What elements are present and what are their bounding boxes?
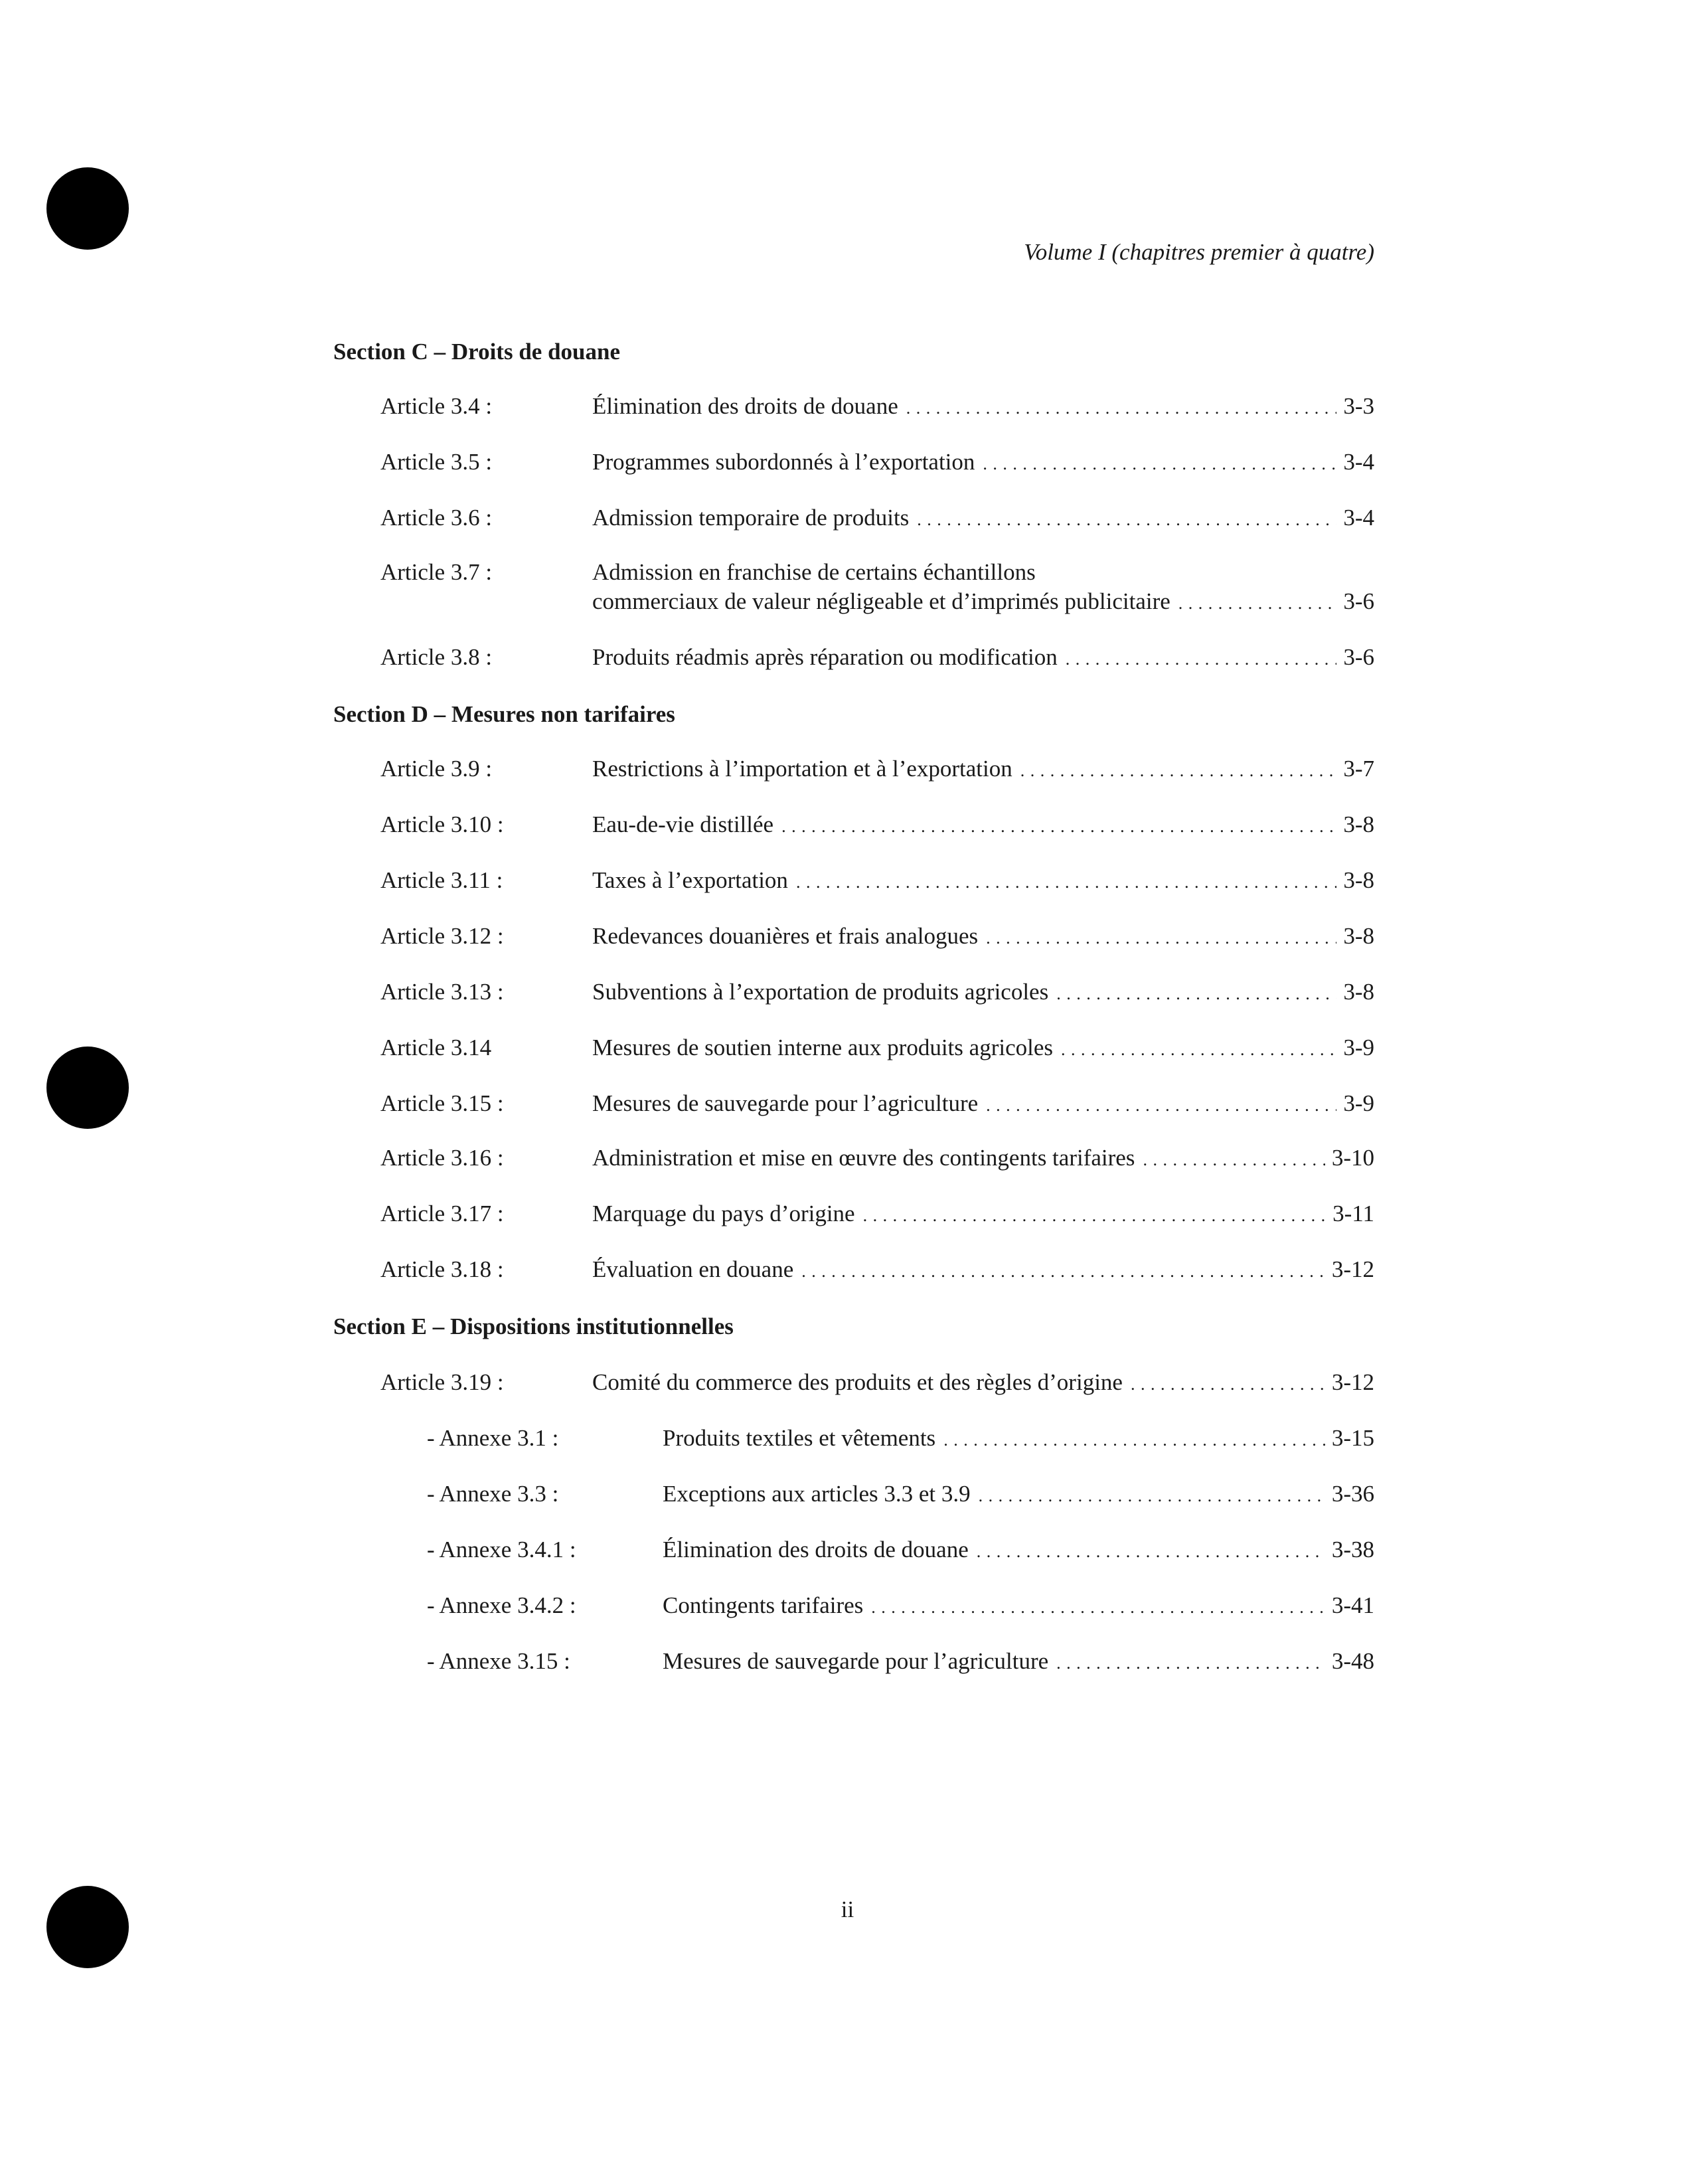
toc-annex-label: - Annexe 3.4.2 : (427, 1592, 576, 1618)
toc-entry-label: Article 3.6 : (380, 505, 493, 531)
toc-entry-line (592, 754, 1374, 786)
dot-leader (943, 1426, 1325, 1455)
toc-entry-title: Évaluation en douane (592, 1256, 794, 1282)
toc-entry-label: Article 3.17 : (380, 1201, 504, 1226)
toc-entry-page: 3-4 (1343, 505, 1374, 531)
toc-entry-title: Redevances douanières et frais analogues (592, 923, 979, 949)
toc-entry-line (592, 643, 1374, 674)
toc-annex-line (663, 1535, 1374, 1566)
dot-leader (1056, 979, 1336, 1009)
toc-entry-line (592, 922, 1374, 953)
section-heading-d: Section D – Mesures non tarifaires (333, 701, 675, 727)
toc-entry-page: 3-7 (1343, 756, 1374, 782)
toc-entry-page: 3-6 (1343, 644, 1374, 670)
toc-annex-label: - Annexe 3.15 : (427, 1648, 570, 1674)
toc-annex-page: 3-15 (1331, 1425, 1374, 1451)
toc-entry-line (592, 977, 1374, 1009)
toc-entry-title: Produits réadmis après réparation ou modification (592, 644, 1058, 670)
toc-entry-label: Article 3.13 : (380, 979, 504, 1005)
toc-entry-title: Restrictions à l’importation et à l’exportation (592, 756, 1012, 782)
toc-entry-page: 3-12 (1331, 1369, 1374, 1395)
toc-entry-line (592, 1143, 1374, 1175)
toc-entry-page: 3-4 (1343, 449, 1374, 475)
toc-entry-label: Article 3.8 : (380, 644, 493, 670)
toc-annex-line (663, 1479, 1374, 1511)
toc-entry-line (592, 448, 1374, 479)
dot-leader (979, 1481, 1325, 1511)
toc-entry-label: Article 3.5 : (380, 449, 493, 475)
toc-annex-page: 3-36 (1331, 1481, 1374, 1507)
running-header: Volume I (chapitres premier à quatre) (1024, 239, 1374, 265)
toc-entry-page: 3-12 (1331, 1256, 1374, 1282)
toc-entry-label: Article 3.7 : (380, 559, 493, 585)
toc-entry-label: Article 3.19 : (380, 1369, 504, 1395)
toc-entry-line (592, 866, 1374, 897)
toc-entry-label: Article 3.14 (380, 1035, 492, 1060)
toc-annex-line (663, 1591, 1374, 1622)
dot-leader (1056, 1649, 1325, 1678)
dot-leader (871, 1593, 1325, 1622)
dot-leader (863, 1201, 1327, 1230)
dot-leader (977, 1537, 1325, 1566)
toc-annex-label: - Annexe 3.4.1 : (427, 1537, 576, 1562)
dot-leader (906, 394, 1337, 423)
toc-entry-page: 3-9 (1343, 1035, 1374, 1060)
toc-entry-line (592, 392, 1374, 423)
toc-entry-line (592, 503, 1374, 535)
dot-leader (1178, 589, 1337, 618)
toc-annex-line (663, 1647, 1374, 1678)
toc-entry-line (592, 1033, 1374, 1064)
dot-leader (801, 1257, 1325, 1286)
binder-punch-hole-middle (46, 1047, 129, 1129)
toc-entry-title: Admission temporaire de produits (592, 505, 910, 531)
toc-entry-title: Eau-de-vie distillée (592, 811, 774, 837)
toc-entry-page: 3-3 (1343, 393, 1374, 419)
toc-entry-label: Article 3.18 : (380, 1256, 504, 1282)
dot-leader (781, 812, 1336, 841)
toc-entry-page: 3-9 (1343, 1090, 1374, 1116)
dot-leader (1061, 1035, 1336, 1064)
toc-entry-page: 3-8 (1343, 923, 1374, 949)
toc-entry-page: 3-8 (1343, 811, 1374, 837)
dot-leader (1143, 1145, 1325, 1175)
toc-entry-label: Article 3.9 : (380, 756, 493, 782)
toc-annex-label: - Annexe 3.3 : (427, 1481, 559, 1507)
toc-entry-title: Programmes subordonnés à l’exportation (592, 449, 975, 475)
dot-leader (986, 924, 1336, 953)
toc-entry-title: Mesures de sauvegarde pour l’agriculture (592, 1090, 979, 1116)
toc-entry-line (592, 1255, 1374, 1286)
toc-annex-title: Élimination des droits de douane (663, 1537, 969, 1562)
toc-entry-page: 3-6 (1343, 588, 1374, 614)
dot-leader (983, 450, 1336, 479)
toc-annex-page: 3-48 (1331, 1648, 1374, 1674)
dot-leader (986, 1091, 1336, 1120)
toc-entry-label: Article 3.12 : (380, 923, 504, 949)
toc-entry-label: Article 3.10 : (380, 811, 504, 837)
toc-annex-title: Contingents tarifaires (663, 1592, 864, 1618)
toc-annex-page: 3-38 (1331, 1537, 1374, 1562)
toc-entry-title: Administration et mise en œuvre des contingents tarifaires (592, 1145, 1135, 1171)
toc-entry-line (592, 810, 1374, 841)
toc-entry-label: Article 3.11 : (380, 867, 503, 893)
dot-leader (1066, 645, 1337, 674)
toc-annex-line (663, 1424, 1374, 1455)
section-heading-e: Section E – Dispositions institutionnelles (333, 1313, 734, 1339)
toc-entry-label: Article 3.16 : (380, 1145, 504, 1171)
toc-entry-title: Marquage du pays d’origine (592, 1201, 855, 1226)
toc-entry-page: 3-11 (1332, 1201, 1374, 1226)
toc-entry-label: Article 3.4 : (380, 393, 493, 419)
dot-leader (1131, 1370, 1325, 1399)
toc-entry-title: Comité du commerce des produits et des règles d’origine (592, 1369, 1123, 1395)
toc-entry-title: Admission en franchise de certains échantillons (592, 559, 1036, 585)
toc-entry-title-continued: commerciaux de valeur négligeable et d’imprimés publicitaire (592, 588, 1170, 614)
toc-entry-line (592, 587, 1374, 618)
dot-leader (1020, 756, 1337, 786)
toc-entry-title: Mesures de soutien interne aux produits agricoles (592, 1035, 1053, 1060)
dot-leader (917, 505, 1336, 535)
toc-entry-label: Article 3.15 : (380, 1090, 504, 1116)
toc-annex-title: Mesures de sauvegarde pour l’agriculture (663, 1648, 1049, 1674)
toc-annex-title: Exceptions aux articles 3.3 et 3.9 (663, 1481, 971, 1507)
toc-annex-label: - Annexe 3.1 : (427, 1425, 559, 1451)
toc-entry-line (592, 1368, 1374, 1399)
toc-entry-line (592, 1089, 1374, 1120)
toc-entry-title: Élimination des droits de douane (592, 393, 898, 419)
toc-entry-page: 3-8 (1343, 867, 1374, 893)
section-heading-c: Section C – Droits de douane (333, 339, 621, 365)
toc-entry-line (592, 1199, 1374, 1230)
page-number: ii (841, 1896, 854, 1922)
toc-annex-title: Produits textiles et vêtements (663, 1425, 936, 1451)
toc-annex-page: 3-41 (1331, 1592, 1374, 1618)
dot-leader (796, 868, 1336, 897)
toc-entry-page: 3-8 (1343, 979, 1374, 1005)
toc-entry-title: Taxes à l’exportation (592, 867, 788, 893)
toc-entry-title: Subventions à l’exportation de produits agricoles (592, 979, 1049, 1005)
toc-entry-page: 3-10 (1331, 1145, 1374, 1171)
